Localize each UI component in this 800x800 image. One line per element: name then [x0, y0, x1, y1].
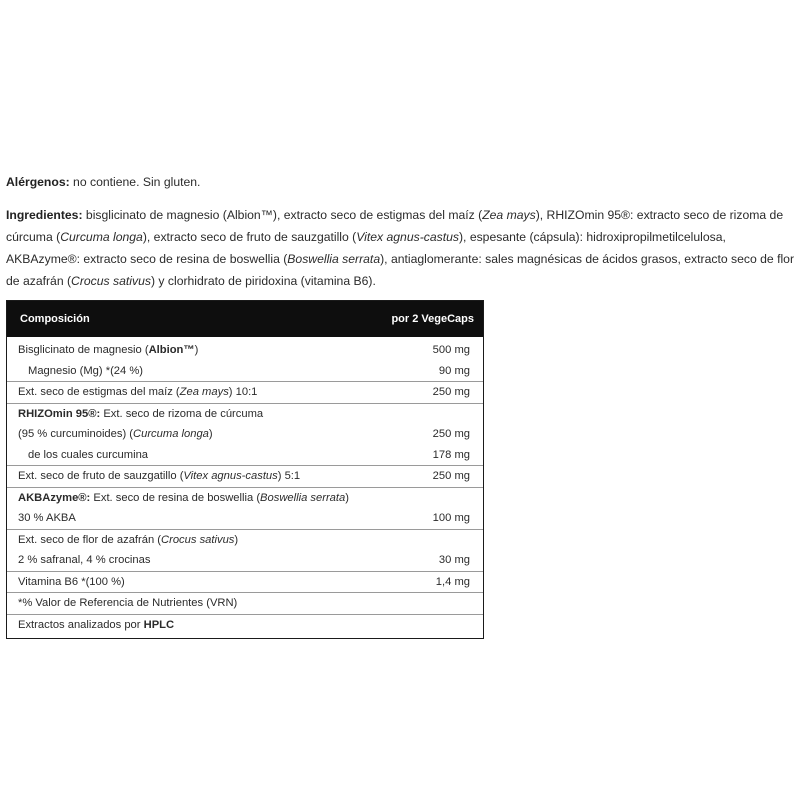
ingredients-text-6: ) y clorhidrato de piridoxina (vitamina B6).	[150, 274, 376, 288]
ingredients-crocus: Crocus sativus	[71, 274, 151, 288]
magnesium-name-close: )	[194, 344, 199, 357]
ingredients-text-1: bisglicinato de magnesio (Albion™), extracto seco de estigmas del maíz (	[82, 208, 483, 222]
table-row	[7, 508, 483, 529]
hplc-label: HPLC	[143, 618, 175, 631]
vitex-post: ) 5:1	[277, 470, 301, 483]
ingredients-text-5: ), antiaglomerante: sales magnésicas de ácidos grasos, extracto seco de flor de azafrán (	[6, 252, 795, 288]
ingredients-text-4: ), espesante (cápsula): hidroxipropilmetilcelulosa, AKBAzyme®: extracto seco de resina de boswellia (	[6, 230, 726, 266]
akba-post: )	[345, 491, 349, 504]
saffron-italic: Crocus sativus	[161, 533, 235, 546]
ingredients-boswellia: Boswellia serrata	[287, 252, 381, 266]
row-group-maize	[7, 381, 483, 403]
ingredients-vitex: Vitex agnus-castus	[356, 230, 459, 244]
allergens-label: Alérgenos:	[6, 175, 70, 189]
ingredients-label: Ingredientes:	[6, 208, 83, 222]
maize-italic: Zea mays	[179, 386, 229, 399]
row-group-vrn	[7, 592, 483, 614]
cell-value: 1,4 mg	[435, 575, 470, 588]
saffron-post: )	[234, 533, 239, 546]
cell-name: Vitamina B6 *(100 %)	[18, 575, 125, 588]
vitex-pre: Ext. seco de fruto de sauzgatillo (	[18, 470, 184, 483]
rhizomin-label: RHIZOmin 95®:	[18, 407, 101, 420]
cell-value: 250 mg	[432, 386, 470, 399]
albion-label: Albion™	[148, 344, 195, 357]
table-row	[7, 361, 483, 382]
cell-value: 500 mg	[432, 344, 470, 357]
cell-value: 90 mg	[438, 364, 470, 377]
header-per-dose: por 2 VegeCaps	[391, 313, 474, 325]
row-group-hplc	[7, 614, 483, 639]
ingredients-curcuma-longa: Curcuma longa	[60, 230, 143, 244]
cell-name: 30 % AKBA	[18, 512, 76, 525]
cell-name	[18, 428, 213, 440]
row-group-vitex	[7, 465, 483, 487]
cell-value: 250 mg	[432, 470, 470, 483]
table-row	[7, 340, 483, 361]
vrn-note: *% Valor de Referencia de Nutrientes (VRN)	[18, 597, 238, 610]
akba-italic: Boswellia serrata	[260, 491, 346, 504]
table-row	[7, 550, 483, 571]
rhizomin-rest: Ext. seco de rizoma de cúrcuma	[100, 407, 264, 420]
cell-name	[18, 344, 198, 356]
table-row	[7, 424, 483, 445]
row-group-b6	[7, 571, 483, 593]
table-row	[7, 572, 483, 593]
maize-post: ) 10:1	[228, 386, 258, 399]
table-row	[7, 530, 483, 551]
cell-name: de los cuales curcumina	[28, 448, 149, 461]
vitex-italic: Vitex agnus-castus	[183, 470, 278, 483]
allergens-paragraph	[6, 171, 796, 193]
cell-name	[18, 534, 238, 546]
table-row	[7, 488, 483, 509]
akba-rest: Ext. seco de resina de boswellia (	[90, 491, 261, 504]
table-row	[7, 445, 483, 466]
rhizomin-line2-post: )	[208, 428, 213, 441]
ingredients-paragraph	[6, 204, 796, 292]
cell-name: Magnesio (Mg) *(24 %)	[28, 364, 144, 377]
cell-value: 100 mg	[432, 512, 470, 525]
maize-pre: Ext. seco de estigmas del maíz (	[18, 386, 180, 399]
cell-name	[18, 386, 257, 398]
cell-name	[18, 492, 349, 504]
table-header	[7, 301, 483, 337]
table-row	[7, 404, 483, 425]
saffron-pre: Ext. seco de flor de azafrán (	[18, 533, 162, 546]
rhizomin-line2-pre: (95 % curcuminoides) (	[18, 428, 134, 441]
rhizomin-line2-italic: Curcuma longa	[133, 428, 209, 441]
table-row	[7, 615, 483, 636]
table-row	[7, 466, 483, 487]
cell-value: 250 mg	[432, 428, 470, 441]
row-group-saffron	[7, 529, 483, 571]
ingredients-text-3: ), extracto seco de fruto de sauzgatillo (	[142, 230, 357, 244]
ingredients-text-2: ), RHIZOmin 95®: extracto seco de rizoma de cúrcuma (	[6, 208, 784, 244]
composition-table	[6, 300, 484, 639]
cell-name	[18, 470, 300, 482]
cell-value: 30 mg	[438, 554, 470, 567]
cell-value: 178 mg	[432, 448, 470, 461]
hplc-pre: Extractos analizados por	[18, 618, 144, 631]
cell-name: 2 % safranal, 4 % crocinas	[18, 554, 151, 567]
allergens-text: no contiene. Sin gluten.	[69, 175, 201, 189]
magnesium-name: Bisglicinato de magnesio (	[18, 344, 149, 357]
row-group-akba	[7, 487, 483, 529]
ingredients-zea-mays: Zea mays	[482, 208, 536, 222]
akba-label: AKBAzyme®:	[18, 491, 91, 504]
table-row	[7, 593, 483, 614]
table-row	[7, 382, 483, 403]
header-composition: Composición	[20, 313, 90, 325]
cell-name	[18, 408, 263, 420]
row-group-rhizomin	[7, 403, 483, 466]
hplc-note	[18, 619, 174, 631]
row-group-magnesium	[7, 337, 483, 381]
